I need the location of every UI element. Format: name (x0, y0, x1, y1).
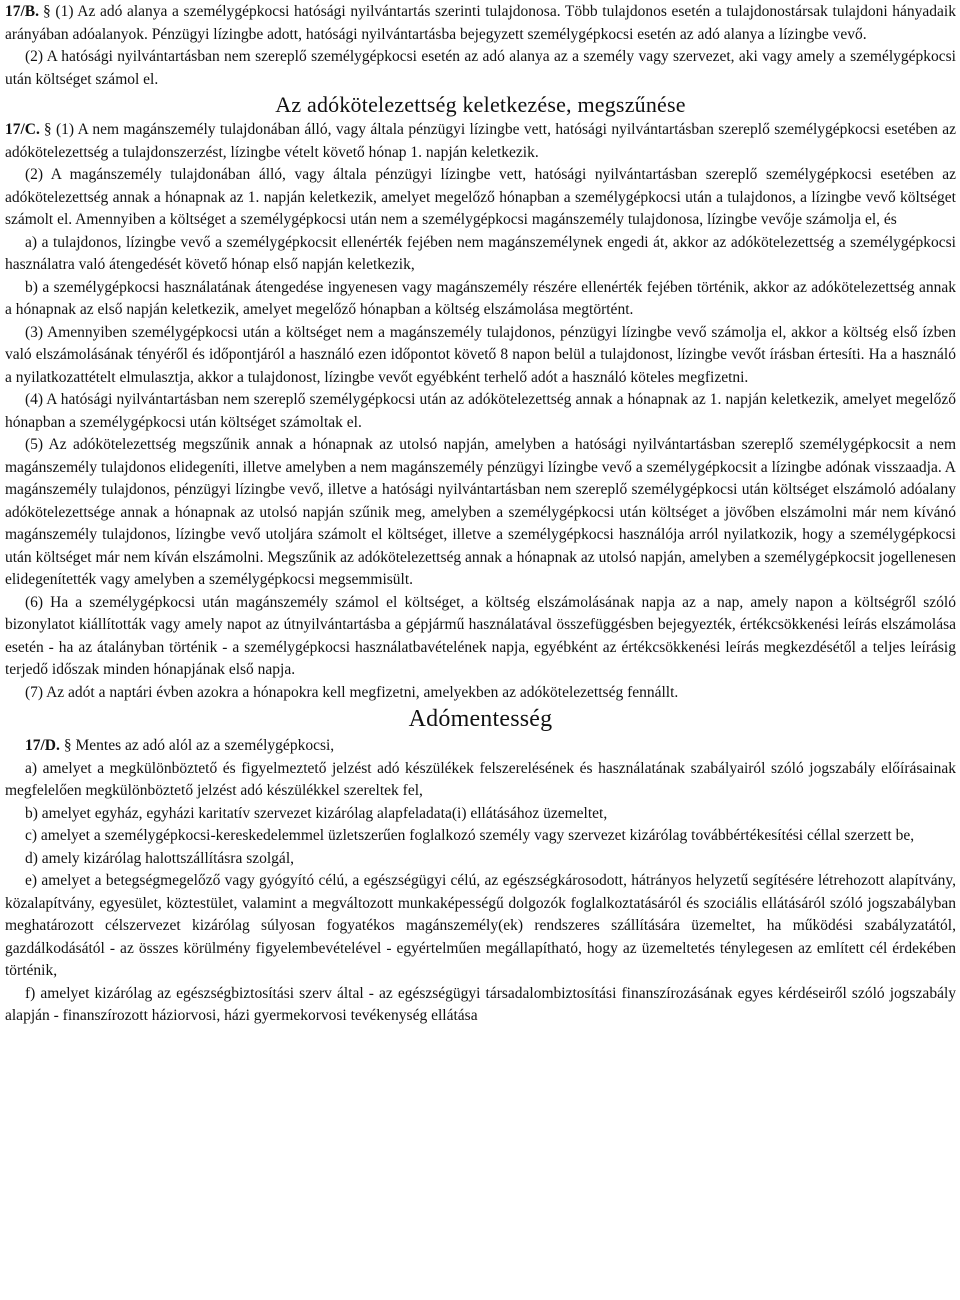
list-item: e) amelyet a betegségmegelőző vagy gyógyító célú, a egészségügyi célú, az egészségkárosodott, hátrányos helyzetű segítésére létrehozott alapítvány, közalapítvány, egyesület, köztestület, valamint a megváltozott munkaképességű dolgozók foglalkoztatásáról és szociális ellátásáról szóló jogszabályban meghatározott célszervezet kizárólag súlyosan fogyatékos magánszemély(ek) rendszeres szállítására üzemeltet, ha működési szabályzatától, gazdálkodásától - az összes körülmény figyelembevételével - egyértelműen megállapítható, hogy az üzemeltetés ténylegesen az említett cél érdekében történik, (5, 872, 956, 979)
list-item: c) amelyet a személygépkocsi-kereskedelemmel üzletszerűen foglalkozó személy vagy szervezet kizárólag továbbértékesítési céllal szerzett be, (25, 827, 915, 844)
paragraph: (5) Az adókötelezettség megszűnik annak a hónapnak az utolsó napján, amelyben a hatósági nyilvántartásban szereplő személygépkocsit a nem magánszemély tulajdonos elidegeníti, illetve amelyben a nem magánszemély pénzügyi lízingbe vevő a személygépkocsit a lízingbe adónak visszaadja. A magánszemély tulajdonos, pénzügyi lízingbe vevő, illetve a hatósági nyilvántartásban nem szereplő személygépkocsi után költséget elszámoló adóalany adókötelezettsége annak a hónapnak az utolsó napján szűnik meg, amelyben a személygépkocsi után költséget a jövőben elszámolni már nem kívánó magánszemély tulajdonos, lízingbe vevő utoljára számolt el költséget, illetve a személygépkocsi használója arról nyilatkozik, hogy a személygépkocsi után költséget már nem kíván elszámolni. Megszűnik az adókötelezettség annak a hónapnak az utolsó napján, amelyben a személygépkocsit jogellenesen elidegenítették vagy amelyben a személygépkocsi megsemmisült. (5, 436, 956, 588)
section-17b (5, 1, 956, 91)
section-17c (5, 91, 956, 704)
section-heading: Adómentesség (408, 706, 553, 732)
section-number: 17/B. (5, 3, 40, 20)
paragraph-text: § Mentes az adó alól az a személygépkocsi, (63, 737, 335, 754)
paragraph-text: § (1) A nem magánszemély tulajdonában álló, vagy általa pénzügyi lízingbe vett, hatósági nyilvántartásban szereplő személygépkocsi esetében az adókötelezettség a tulajdonszerzést, lízingbe vételt követő hónap 1. napján keletkezik. (5, 121, 956, 161)
paragraph: (4) A hatósági nyilvántartásban nem szereplő személygépkocsi után az adókötelezettség annak a hónapnak az 1. napján keletkezik, amelyet megelőző hónapban a személygépkocsi után költséget számoltak el. (5, 391, 956, 431)
list-item: a) amelyet a megkülönböztető és figyelmeztető jelzést adó készülékek felszerelésének és használatának szabályairól szóló jogszabály előírásainak megfelelően megkülönböztető jelzést adó készülékkel szereltek fel, (5, 759, 956, 799)
paragraph (5, 735, 956, 758)
section-number: 17/D. (25, 737, 60, 754)
list-item: f) amelyet kizárólag az egészségbiztosítási szerv által - az egészségügyi társadalombiztosítási finanszírozásának egyes kérdéseiről szóló jogszabály alapján - finanszírozott háziorvosi, házi gyermekorvosi tevékenység ellátása (5, 984, 956, 1024)
paragraph: (2) A hatósági nyilvántartásban nem szereplő személygépkocsi esetén az adó alanya az a személy vagy szervezet, aki vagy amely a személygépkocsi után költséget számol el. (5, 48, 956, 88)
list-item: d) amely kizárólag halottszállításra szolgál, (25, 849, 294, 867)
paragraph: (7) Az adót a naptári évben azokra a hónapokra kell megfizetni, amelyekben az adókötelezettség fennállt. (25, 683, 679, 701)
list-item: b) amelyet egyház, egyházi karitatív szervezet kizárólag alapfeladata(i) ellátásához üzemeltet, (25, 804, 608, 822)
paragraph-text: § (1) Az adó alanya a személygépkocsi hatósági nyilvántartás szerinti tulajdonosa. Több tulajdonos esetén a tulajdonostársak tulajdoni hányadaik arányában adóalanyok. Pénzügyi lízingbe adott, hatósági nyilvántartásba bejegyzett személygépkocsi esetén az adó alanya a lízingbe vevő. (5, 3, 956, 43)
paragraph: a) a tulajdonos, lízingbe vevő a személygépkocsit ellenérték fejében nem magánszemélynek engedi át, akkor az adókötelezettség a személygépkocsi használatra való átengedését követő hónap első napján keletkezik, (5, 233, 956, 273)
paragraph (5, 1, 956, 46)
paragraph: (6) Ha a személygépkocsi után magánszemély számol el költséget, a költség elszámolásának napja az a nap, amely napon a költségről szóló bizonylatot kiállították vagy amely napot az útnyilvántartásba a gépjármű használatával összefüggésben bejegyezték, értékcsökkenési leírás elszámolása esetén - ha az átalányban történik - a személygépkocsi használatbavételének napja, egyébként az értékcsökkenési leírás megkezdésétől a teljes leírásig terjedő időszak minden hónapjának első napja. (5, 593, 956, 678)
paragraph: (2) A magánszemély tulajdonában álló, vagy általa pénzügyi lízingbe vett, hatósági nyilvántartásban szereplő személygépkocsi esetében az adókötelezettség annak a hónapnak az 1. napján keletkezik, amelyet megelőző hónapban a személygépkocsi után a tulajdonos, a lízingbe vevő költséget számolt el. Amennyiben a költséget a személygépkocsi után nem a személygépkocsi magánszemély tulajdonosa, lízingbe vevője számolja el, és (5, 166, 956, 228)
section-17d (5, 704, 956, 1028)
section-heading: Az adókötelezettség keletkezése, megszűnése (275, 92, 686, 117)
section-number: 17/C. (5, 121, 40, 138)
paragraph: b) a személygépkocsi használatának átengedése ingyenesen vagy magánszemély részére ellenérték fejében történik, akkor az adókötelezettség annak a hónapnak az első napján keletkezik, amelyet megelőző hónapban a költség elszámolása megtörtént. (5, 278, 956, 318)
paragraph: (3) Amennyiben személygépkocsi után a költséget nem a magánszemély tulajdonos, pénzügyi lízingbe vevő számolja el, akkor a költség első ízben való elszámolásának tényéről és időpontjáról a használó ezen időpontot követő 8 napon belül a tulajdonost, lízingbe vevőt írásban értesíti. Ha a használó a nyilatkozattételt elmulasztja, akkor a tulajdonost, lízingbe vevőt egyébként terhelő adót a használó köteles megfizetni. (5, 323, 956, 386)
paragraph (5, 119, 956, 164)
